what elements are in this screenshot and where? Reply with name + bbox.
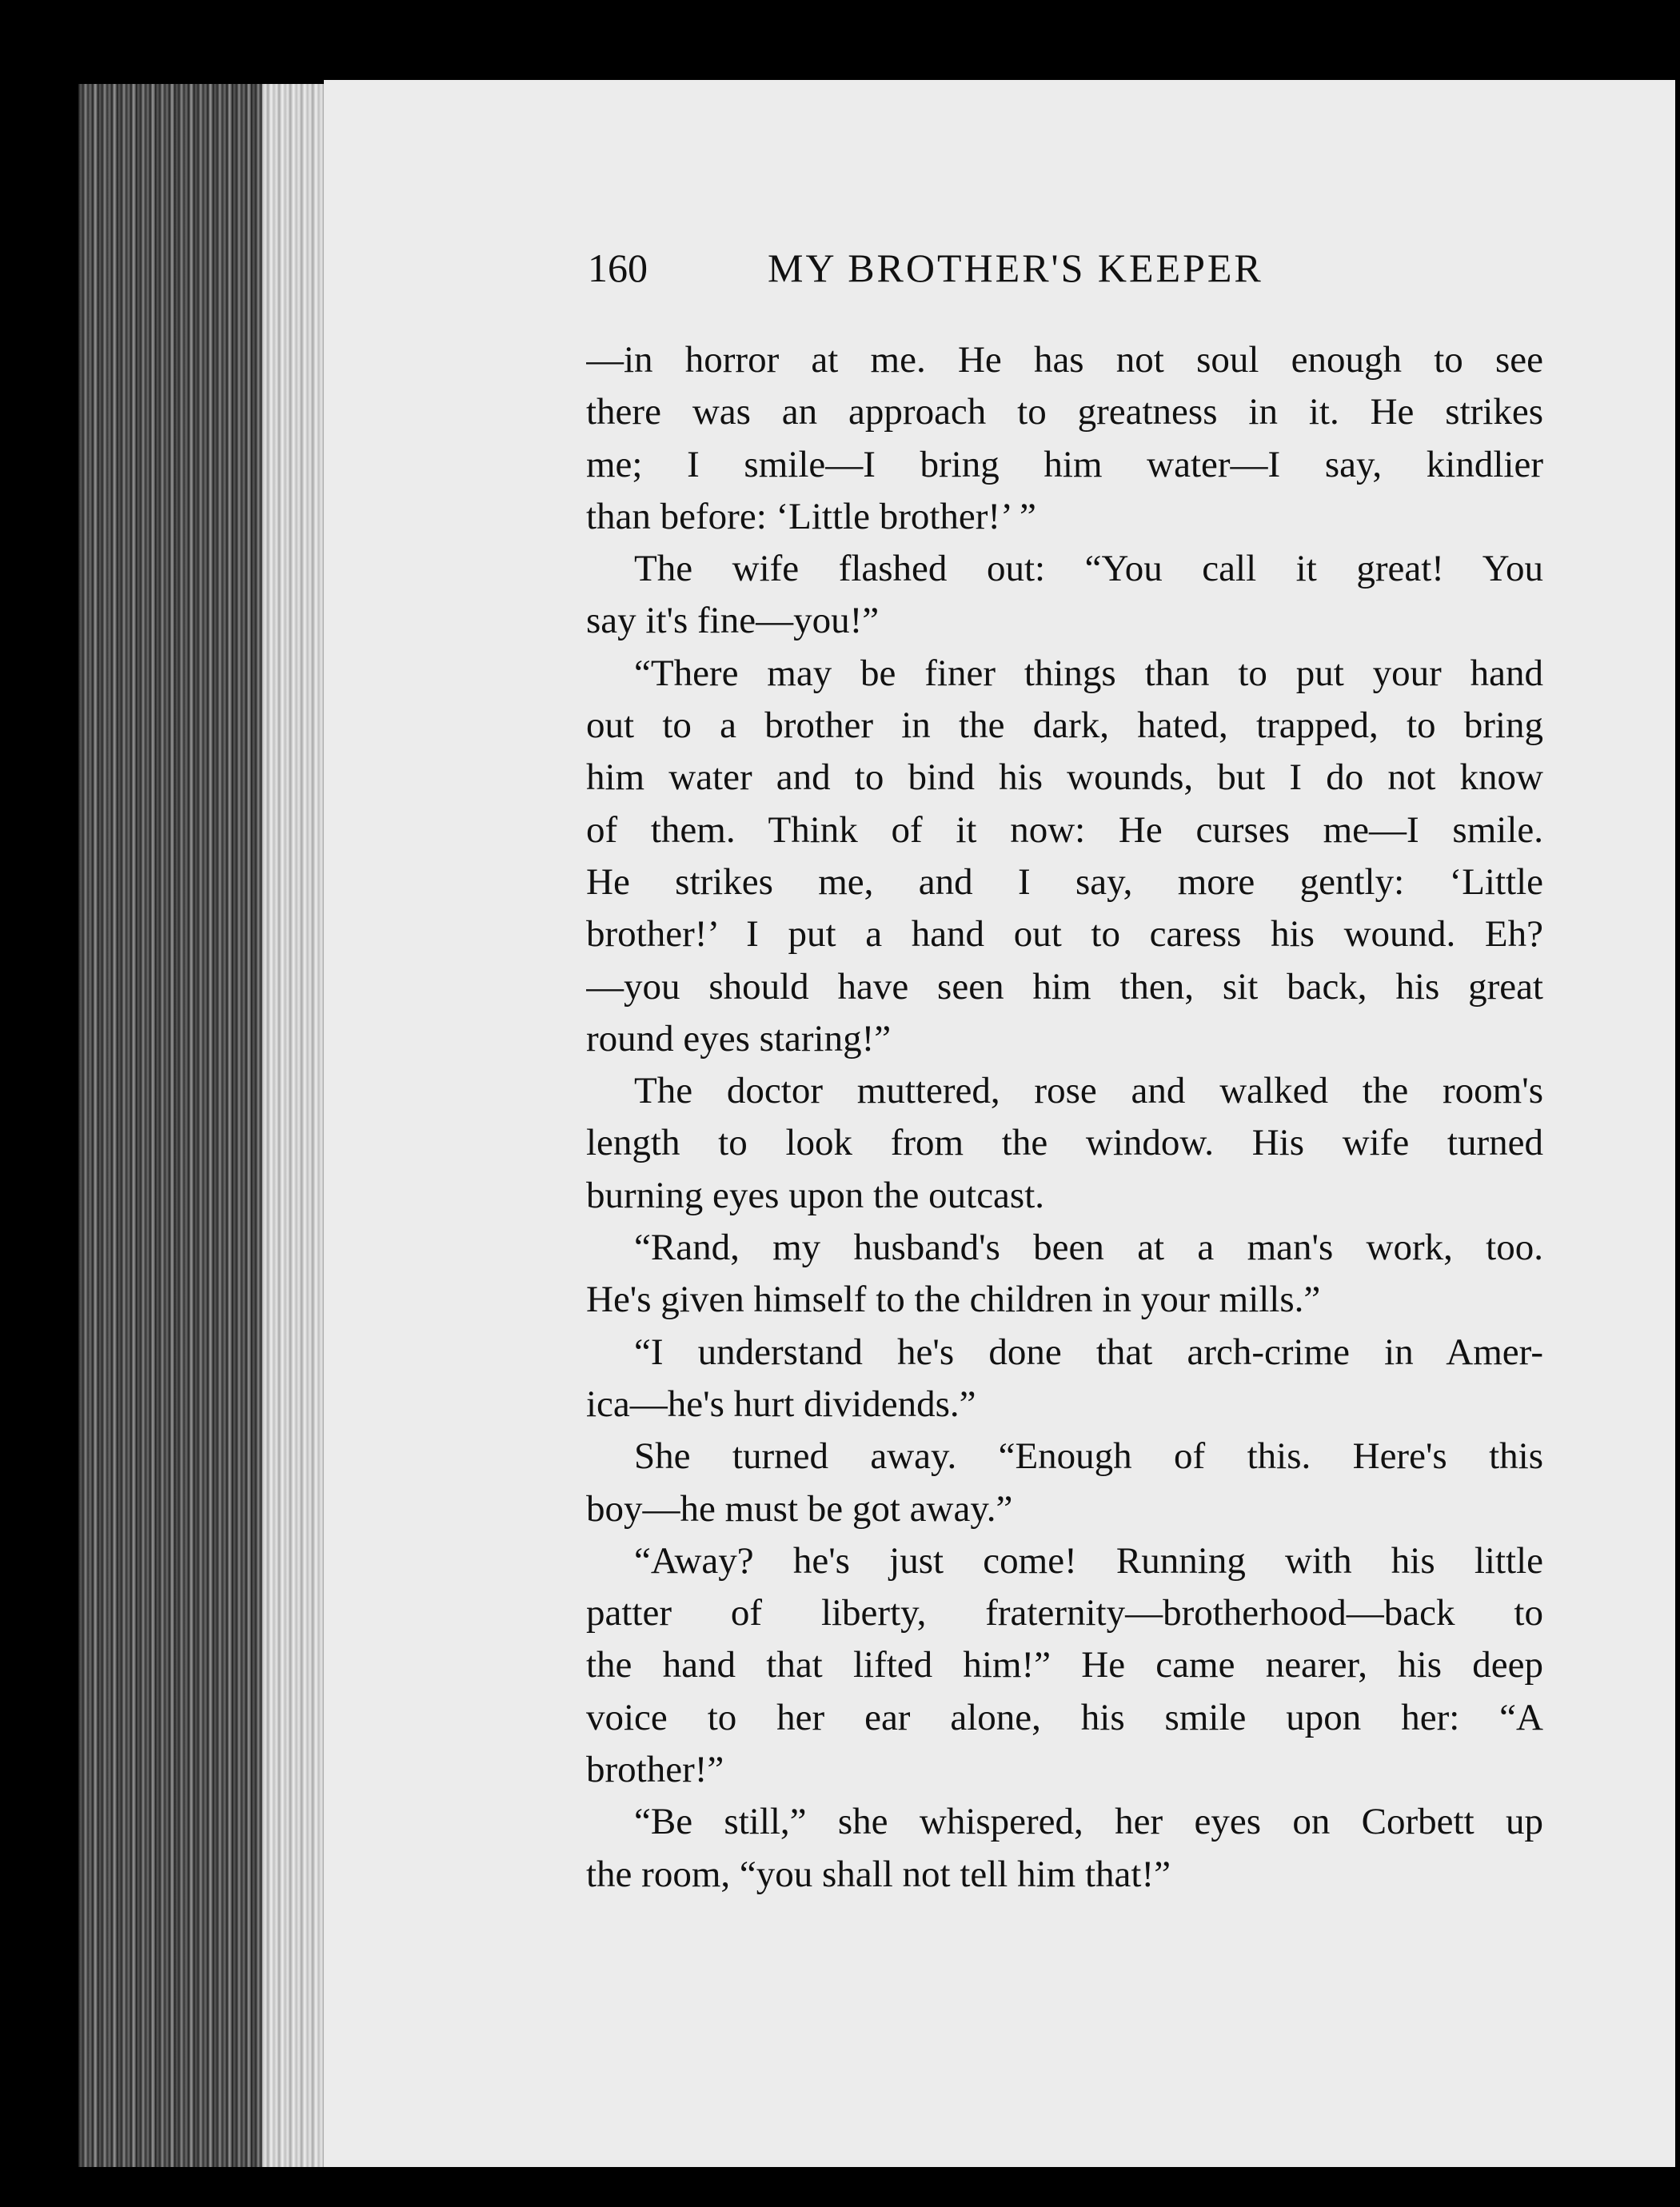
text-line: The doctor muttered, rose and walked the room's (634, 1070, 1543, 1112)
book-page-edges (78, 84, 334, 2183)
body-text (586, 334, 1543, 1901)
text-line: “Rand, my husband's been at a man's work, too. (634, 1227, 1543, 1269)
text-line: me; I smile—I bring him water—I say, kindlier (586, 443, 1543, 485)
text-line: ica—he's hurt dividends.” (586, 1383, 976, 1425)
text-line: “Be still,” she whispered, her eyes on Corbett up (634, 1801, 1543, 1843)
running-title: MY BROTHER'S KEEPER (768, 245, 1263, 290)
text-line: brother!’ I put a hand out to caress his wound. Eh? (586, 913, 1543, 956)
text-line: She turned away. “Enough of this. Here's this (634, 1435, 1543, 1478)
text-line: burning eyes upon the outcast. (586, 1174, 1045, 1216)
text-line: The wife flashed out: “You call it great! You (634, 548, 1543, 590)
text-line: patter of liberty, fraternity—brotherhood—back to (586, 1592, 1543, 1634)
text-line: say it's fine—you!” (586, 600, 880, 642)
text-line: the hand that lifted him!” He came nearer, his deep (586, 1644, 1543, 1686)
text-line: round eyes staring!” (586, 1017, 892, 1060)
text-line: there was an approach to greatness in it. He strikes (586, 391, 1543, 433)
text-line: length to look from the window. His wife turned (586, 1122, 1543, 1164)
text-line: out to a brother in the dark, hated, trapped, to bring (586, 704, 1543, 747)
text-line: “There may be finer things than to put your hand (634, 652, 1543, 694)
text-line: than before: ‘Little brother!’ ” (586, 495, 1036, 537)
text-line: “I understand he's done that arch-crime in Amer- (634, 1331, 1543, 1373)
text-line: him water and to bind his wounds, but I do not know (586, 756, 1543, 799)
text-line: the room, “you shall not tell him that!” (586, 1853, 1171, 1895)
text-line: —you should have seen him then, sit back, his great (586, 965, 1543, 1008)
text-line: voice to her ear alone, his smile upon her: “A (586, 1696, 1543, 1738)
page-number: 160 (588, 245, 648, 290)
text-line: of them. Think of it now: He curses me—I smile. (586, 808, 1543, 851)
text-line: —in horror at me. He has not soul enough to see (586, 339, 1543, 381)
text-line: “Away? he's just come! Running with his little (634, 1539, 1543, 1582)
text-line: brother!” (586, 1749, 724, 1791)
text-line: boy—he must be got away.” (586, 1487, 1013, 1530)
page-bottom-shadow (78, 2167, 1680, 2207)
text-line: He strikes me, and I say, more gently: ‘Little (586, 860, 1543, 903)
text-line: He's given himself to the children in your mills.” (586, 1279, 1321, 1321)
page-header (588, 232, 1543, 304)
